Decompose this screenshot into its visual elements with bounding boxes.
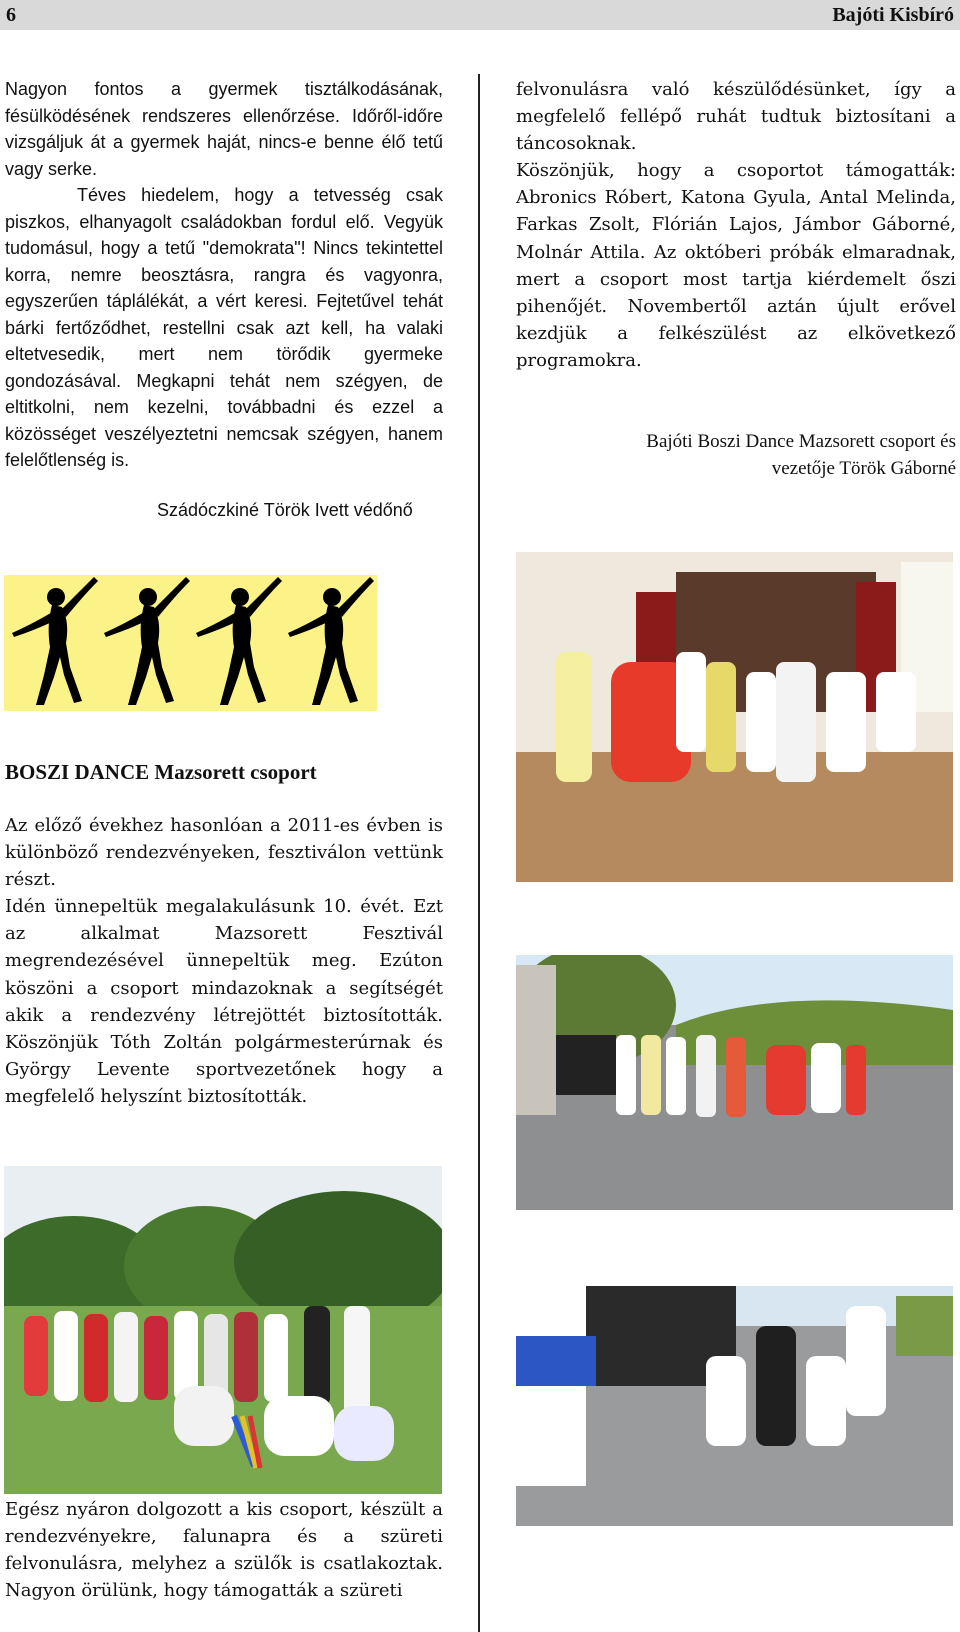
dance-paragraph-cont-2: Köszönjük, hogy a csoportot támogatták: Abronics Róbert, Katona Gyula, Antal Melinda, Farkas Zsolt, Flórián Lajos, Jámbor Gáborné, Molnár Attila. Az októberi próbák elmaradnak, mert a csoport most tartja kiérdemelt őszi pihenőjét. Novembertől aztán újult erővel kezdjük a felkészülést az elkövetkező programokra. — [516, 160, 956, 371]
children-dance-photo — [516, 1286, 953, 1526]
boszi-paragraph-3: Egész nyáron dolgozott a kis csoport, készült a rendezvényekre, falunapra és a szüreti felvonulásra, melyhez a szülők is csatlakoztak. Nagyon örülünk, hogy támogatták a szüreti — [5, 1499, 443, 1602]
dance-paragraph-cont-1: felvonulásra való készülődésünket, így a megfelelő fellépő ruhát tudtuk biztosítani a táncosoknak. — [516, 79, 956, 155]
hall-dance-photo — [516, 552, 953, 882]
publication-title: Bajóti Kisbíró — [832, 3, 954, 26]
page-header — [0, 0, 960, 30]
street-dance-photo — [516, 955, 953, 1210]
lice-paragraph-2: Téves hiedelem, hogy a tetvesség csak piszkos, elhanyagolt családokban fordul elő. Vegyük tudomásul, hogy a tetű "demokrata"! Nincs tekintettel korra, nemre beosztásra, rangra és vagyonra, egyszerűen táplálékát, a vért keresi. Fejtetűvel tehát bárki fertőződhet, restellni csak azt kell, ha valaki eltetvesedik, mert nem törődik gyermeke gondozásával. Megkapni tehát nem szégyen, de eltitkolni, nem kezelni, továbbadni és ezzel a közösséget veszélyeztetni nemcsak szégyen, hanem felelőtlenség is. — [5, 185, 443, 470]
dance-article-signature — [516, 428, 956, 482]
lice-article-signature: Szádóczkiné Török Ivett védőnő — [157, 500, 413, 520]
section-title: BOSZI DANCE Mazsorett csoport — [5, 760, 317, 784]
dancer-silhouette-banner — [4, 575, 377, 711]
lice-article — [5, 76, 443, 474]
dance-signature-line-2: vezetője Török Gáborné — [771, 458, 956, 479]
boszi-article-end — [5, 1496, 443, 1604]
dance-signature-line-1: Bajóti Boszi Dance Mazsorett csoport és — [646, 431, 956, 452]
page-number: 6 — [6, 3, 16, 26]
boszi-paragraph-2: Idén ünnepeltük megalakulásunk 10. évét. Ezt az alkalmat Mazsorett Fesztivál megrendezésével ünnepeltük meg. Ezúton köszöni a csoport mindazoknak a segítségét akik a rendezvény létrejöttét biztosították. Köszönjük Tóth Zoltán polgármesterúrnak és György Levente sportvezetőnek hogy a megfelelő helyszínt biztosították. — [5, 896, 443, 1107]
dance-article-continued — [516, 76, 956, 374]
lice-paragraph-1: Nagyon fontos a gyermek tisztálkodásának, fésülködésének rendszeres ellenőrzése. Időről-időre vizsgáljuk át a gyermek haját, nincs-e benne élő tetű vagy serke. — [5, 79, 443, 179]
group-photo — [4, 1166, 442, 1494]
boszi-article — [5, 812, 443, 1110]
boszi-paragraph-1: Az előző évekhez hasonlóan a 2011-es évben is különböző rendezvényeken, fesztiválon vettünk részt. — [5, 815, 443, 891]
dancer-silhouettes-image — [4, 575, 377, 711]
column-divider — [478, 74, 480, 1632]
